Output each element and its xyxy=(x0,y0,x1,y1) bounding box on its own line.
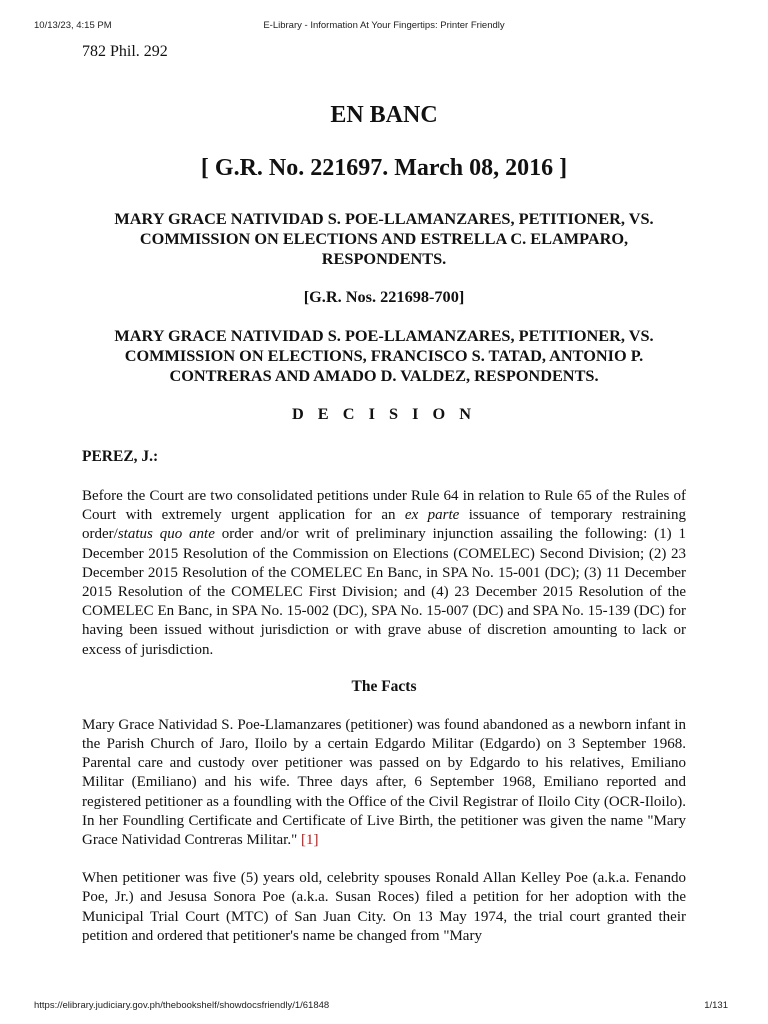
parties-heading: MARY GRACE NATIVIDAD S. POE-LLAMANZARES, PETITIONER, VS. COMMISSION ON ELECTIONS AND ESTRELLA C. ELAMPARO, RESPONDENTS. xyxy=(114,209,654,268)
footnote-link[interactable]: [1] xyxy=(300,832,319,849)
decision-document xyxy=(82,40,686,946)
division-heading: EN BANC xyxy=(330,102,438,128)
consolidated-parties-heading: MARY GRACE NATIVIDAD S. POE-LLAMANZARES, PETITIONER, VS. COMMISSION ON ELECTIONS, FRANCISCO S. TATAD, ANTONIO P. CONTRERAS AND AMADO D. VALDEZ, RESPONDENTS. xyxy=(114,326,654,385)
case-citation: 782 Phil. 292 xyxy=(82,43,168,60)
consolidated-case-number: [G.R. Nos. 221698-700] xyxy=(303,287,465,306)
print-datetime: 10/13/23, 4:15 PM xyxy=(34,20,112,31)
print-footer xyxy=(0,1000,768,1014)
body-paragraph: When petitioner was five (5) years old, celebrity spouses Ronald Allan Kelley Poe (a.k.a. Fenando Poe, Jr.) and Jesusa Sonora Poe (a.k.a. Susan Roces) filed a petition for her adoption with the Municipal Trial Court (MTC) of San Juan City. On 13 May 1974, the trial court granted their petition and ordered that petitioner's name be changed from "Mary xyxy=(82,870,686,944)
print-url: https://elibrary.judiciary.gov.ph/thebookshelf/showdocsfriendly/1/61848 xyxy=(34,1000,330,1011)
print-page-title: E-Library - Information At Your Fingertips: Printer Friendly xyxy=(263,20,505,31)
ponente: PEREZ, J.: xyxy=(82,448,159,465)
page-count: 1/131 xyxy=(704,1000,728,1011)
decision-label: D E C I S I O N xyxy=(291,404,477,423)
case-number-heading: [ G.R. No. 221697. March 08, 2016 ] xyxy=(200,155,568,181)
section-heading-facts: The Facts xyxy=(351,677,417,695)
body-paragraph: Before the Court are two consolidated petitions under Rule 64 in relation to Rule 65 of the Rules of Court with extremely urgent application for an ex parte issuance of temporary restraining order/status quo ante order and/or writ of preliminary injunction assailing the following: (1) 1 December 2015 Resolution of the Commission on Elections (COMELEC) Second Division; (2) 23 December 2015 Resolution of the COMELEC En Banc, in SPA No. 15-001 (DC); (3) 11 December 2015 Resolution of the COMELEC First Division; and (4) 23 December 2015 Resolution of the COMELEC En Banc, in SPA No. 15-002 (DC), SPA No. 15-007 (DC) and SPA No. 15-139 (DC) for having been issued without jurisdiction or with grave abuse of discretion amounting to lack or excess of jurisdiction. xyxy=(82,488,686,658)
print-header xyxy=(0,20,768,34)
body-paragraph: Mary Grace Natividad S. Poe-Llamanzares (petitioner) was found abandoned as a newborn infant in the Parish Church of Jaro, Iloilo by a certain Edgardo Militar (Edgardo) on 3 September 1968. Parental care and custody over petitioner was passed on by Edgardo to his relatives, Emiliano Militar (Emiliano) and his wife. Three days after, 6 September 1968, Emiliano reported and registered petitioner as a foundling with the Office of the Civil Registrar of Iloilo City (OCR-Iloilo). In her Foundling Certificate and Certificate of Live Birth, the petitioner was given the name "Mary Grace Natividad Contreras Militar." [1] xyxy=(82,716,686,849)
